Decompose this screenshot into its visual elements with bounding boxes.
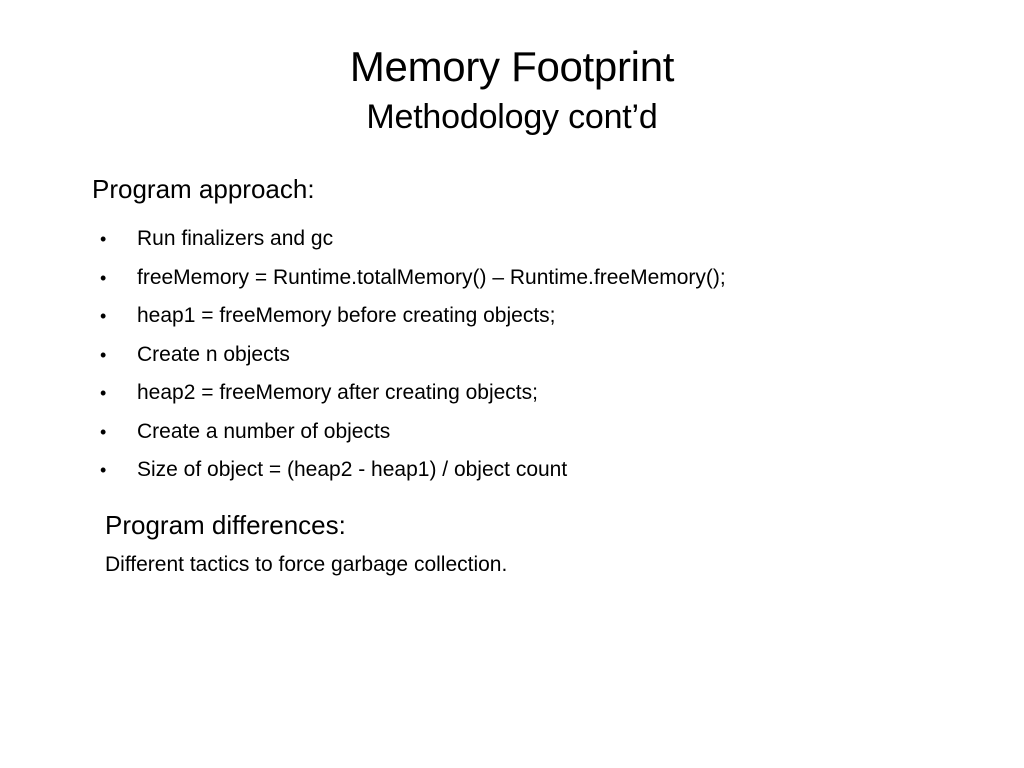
- bullet-icon: •: [100, 460, 107, 480]
- list-item: [100, 451, 726, 490]
- list-item-text: Create a number of objects: [137, 419, 391, 443]
- bullet-icon: •: [100, 383, 107, 403]
- list-item: [100, 259, 726, 298]
- slide-title: Memory Footprint: [349, 43, 675, 90]
- bullet-icon: •: [100, 306, 107, 326]
- list-item-text: heap2 = freeMemory after creating objects;: [137, 381, 538, 404]
- list-item-text: Size of object = (heap2 - heap1) / object count: [137, 458, 568, 481]
- list-item-text: Create n objects: [137, 342, 290, 366]
- slide-subtitle: Methodology cont’d: [366, 98, 658, 136]
- bullet-icon: •: [100, 229, 107, 249]
- bullet-icon: •: [100, 421, 107, 442]
- program-differences-heading: Program differences:: [105, 510, 346, 540]
- program-approach-list: [100, 220, 726, 490]
- bullet-icon: •: [100, 344, 107, 365]
- list-item: [100, 374, 726, 413]
- list-item: [100, 220, 726, 259]
- program-differences-text: Different tactics to force garbage collection.: [105, 553, 508, 576]
- bullet-icon: •: [100, 267, 107, 288]
- program-approach-heading: Program approach:: [92, 174, 315, 204]
- list-item-text: Run finalizers and gc: [137, 227, 334, 250]
- list-item: [100, 297, 726, 336]
- slide-title-block: [0, 40, 1024, 140]
- list-item-text: freeMemory = Runtime.totalMemory() – Runtime.freeMemory();: [137, 265, 726, 289]
- list-item-text: heap1 = freeMemory before creating objects;: [137, 304, 556, 327]
- list-item: [100, 336, 726, 375]
- list-item: [100, 413, 726, 452]
